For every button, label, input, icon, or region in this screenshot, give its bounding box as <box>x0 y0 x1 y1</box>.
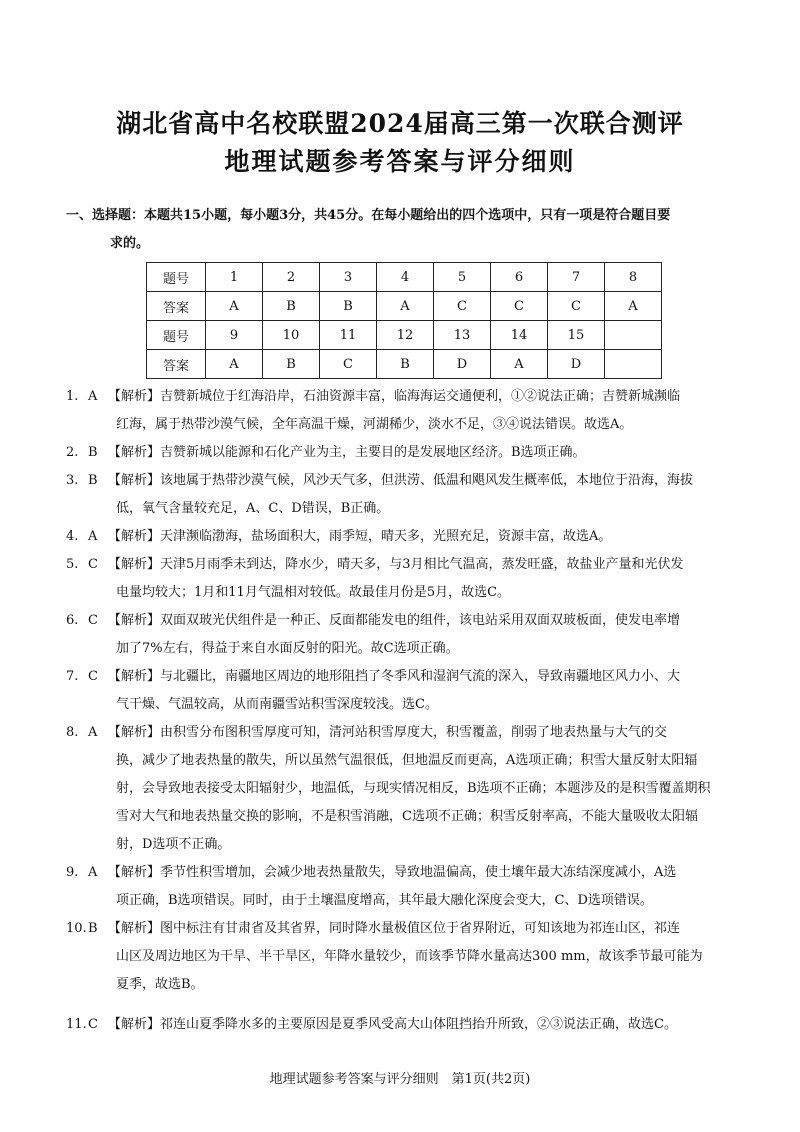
answer-table-cell: B <box>320 292 377 321</box>
answer-table-cell: B <box>377 350 434 379</box>
question-answer-letter: A <box>88 389 98 404</box>
document-title: 湖北省高中名校联盟2024届高三第一次联合测评 <box>116 109 684 138</box>
answer-table-cell <box>605 321 662 350</box>
answer-table-cell: 8 <box>605 263 662 292</box>
explanation-text: 【解析】天津濒临渤海，盐场面积大，雨季短，晴天多，光照充足，资源丰富，故选A。 <box>108 529 612 544</box>
answer-table-cell: 13 <box>434 321 491 350</box>
question-explanation <box>66 719 742 859</box>
question-answer-letter: B <box>88 445 98 460</box>
explanation-line: 低，氧气含量较充足，A、C、D错误，B正确。 <box>116 501 390 516</box>
answer-table-cell: 15 <box>548 321 605 350</box>
question-number: 8. <box>66 725 79 740</box>
explanation-line: 项正确，B选项错误。同时，由于土壤温度增高，其年最大融化深度会变大，C、D选项错误。 <box>116 893 653 908</box>
answer-table-cell: A <box>206 350 263 379</box>
section-intro <box>66 202 738 258</box>
answer-table-cell <box>605 350 662 379</box>
question-explanation <box>66 1011 742 1039</box>
answer-table-cell: 12 <box>377 321 434 350</box>
explanation-line: 夏季，故选B。 <box>116 977 204 992</box>
explanation-text: 【解析】双面双玻光伏组件是一种正、反面都能发电的组件，该电站采用双面双玻板面，使发电率增 <box>108 613 681 628</box>
question-answer-letter: C <box>88 1017 98 1032</box>
explanation-line: 山区及周边地区为干旱、半干旱区，年降水量较少，而该季节降水量高达300 mm，故该季节最可能为 <box>116 949 703 964</box>
explanation-line: 加了7%左右，得益于来自水面反射的阳光。故C选项正确。 <box>116 641 459 656</box>
question-number: 3. <box>66 473 79 488</box>
question-number: 11. <box>66 1017 87 1032</box>
answer-table-cell: B <box>263 350 320 379</box>
question-explanation <box>66 607 742 663</box>
answer-table-cell: 5 <box>434 263 491 292</box>
answer-table-cell: 3 <box>320 263 377 292</box>
answer-table-cell: D <box>434 350 491 379</box>
question-explanation <box>66 663 742 719</box>
explanation-line <box>66 607 742 635</box>
question-answer-letter: B <box>88 473 98 488</box>
answer-table-header-cell: 题号 <box>147 263 206 292</box>
explanation-line <box>66 859 742 887</box>
answer-table-cell: 10 <box>263 321 320 350</box>
answer-table-cell: C <box>434 292 491 321</box>
explanation-text: 【解析】该地属于热带沙漠气候，风沙天气多，但洪涝、低温和飓风发生概率低，本地位于沿海，海拔 <box>108 473 694 488</box>
question-answer-letter: A <box>88 529 98 544</box>
answer-table-cell: C <box>548 292 605 321</box>
question-number: 1. <box>66 389 79 404</box>
intro-line: 求的。 <box>110 236 150 251</box>
explanation-text: 【解析】图中标注有甘肃省及其省界，同时降水量极值区位于省界附近，可知该地为祁连山区，祁连 <box>108 921 681 936</box>
explanation-line <box>66 523 742 551</box>
question-explanation <box>66 467 742 523</box>
explanation-text: 【解析】由积雪分布图积雪厚度可知，清河站积雪厚度大，积雪覆盖，削弱了地表热量与大气的交 <box>108 725 668 740</box>
answer-table-cell: 11 <box>320 321 377 350</box>
question-number: 5. <box>66 557 79 572</box>
question-answer-letter: C <box>88 613 98 628</box>
explanation-line <box>66 551 742 579</box>
question-number: 9. <box>66 865 79 880</box>
page-footer: 地理试题参考答案与评分细则 第1页(共2页) <box>269 1072 531 1087</box>
explanation-line <box>66 383 742 411</box>
question-number: 10. <box>66 921 87 936</box>
explanation-line <box>66 663 742 691</box>
explanation-text: 【解析】天津5月雨季未到达，降水少，晴天多，与3月相比气温高，蒸发旺盛，故盐业产量和光伏发 <box>108 557 684 572</box>
explanation-line: 射，D选项不正确。 <box>116 837 231 852</box>
answer-table-cell: 6 <box>491 263 548 292</box>
explanation-line: 红海，属于热带沙漠气候，全年高温干燥，河湖稀少，淡水不足，③④说法错误。故选A。 <box>116 417 633 432</box>
question-answer-letter: A <box>88 865 98 880</box>
question-number: 2. <box>66 445 79 460</box>
explanation-line <box>66 467 742 495</box>
explanation-line: 雪对大气和地表热量交换的影响，不是积雪消融，C选项不正确；积雪反射率高，不能大量吸收太阳辐 <box>116 809 698 824</box>
question-explanation <box>66 523 742 551</box>
question-explanation <box>66 551 742 607</box>
question-number: 7. <box>66 669 79 684</box>
answer-table-row <box>147 292 662 321</box>
question-answer-letter: C <box>88 669 98 684</box>
answer-table-cell: 14 <box>491 321 548 350</box>
answer-table <box>146 262 662 379</box>
question-explanation <box>66 383 742 439</box>
question-explanation <box>66 859 742 915</box>
question-number: 6. <box>66 613 79 628</box>
explanation-line <box>66 719 742 747</box>
answer-table-cell: 4 <box>377 263 434 292</box>
answer-table-cell: A <box>377 292 434 321</box>
answer-table-cell: A <box>491 350 548 379</box>
answer-table-cell: A <box>605 292 662 321</box>
document-subtitle: 地理试题参考答案与评分细则 <box>224 147 576 176</box>
explanation-text: 【解析】祁连山夏季降水多的主要原因是夏季风受高大山体阻挡抬升所致，②③说法正确，故选C。 <box>108 1017 677 1032</box>
answer-table-cell: B <box>263 292 320 321</box>
explanation-text: 【解析】吉赞新城位于红海沿岸，石油资源丰富，临海海运交通便利，①②说法正确；吉赞新城濒临 <box>108 389 681 404</box>
answer-table-cell: 1 <box>206 263 263 292</box>
explanation-line: 电量均较大；1月和11月气温相对较低。故最佳月份是5月，故选C。 <box>116 585 511 600</box>
explanation-line <box>66 439 742 467</box>
question-answer-letter: A <box>88 725 98 740</box>
answer-table-row <box>147 350 662 379</box>
answer-table-row <box>147 263 662 292</box>
answer-table-cell: D <box>548 350 605 379</box>
explanation-line: 换，减少了地表热量的散失，所以虽然气温很低，但地温反而更高，A选项正确；积雪大量反射太阳辐 <box>116 753 698 768</box>
question-explanation <box>66 439 742 467</box>
explanation-line: 射，会导致地表接受太阳辐射少，地温低，与现实情况相反，B选项不正确；本题涉及的是积雪覆盖期积 <box>116 781 711 796</box>
intro-line: 一、选择题：本题共15小题，每小题3分，共45分。在每小题给出的四个选项中，只有一项是符合题目要 <box>66 208 671 223</box>
answer-table-header-cell: 答案 <box>147 350 206 379</box>
answer-table-cell: A <box>206 292 263 321</box>
answer-table-cell: 7 <box>548 263 605 292</box>
explanation-text: 【解析】季节性积雪增加，会减少地表热量散失，导致地温偏高，使土壤年最大冻结深度减小，A选 <box>108 865 677 880</box>
question-explanation <box>66 915 742 999</box>
answer-table-cell: C <box>491 292 548 321</box>
question-number: 4. <box>66 529 79 544</box>
answer-table-cell: 9 <box>206 321 263 350</box>
explanation-line <box>66 915 742 943</box>
answer-table-header-cell: 答案 <box>147 292 206 321</box>
explanation-text: 【解析】与北疆比，南疆地区周边的地形阻挡了冬季风和湿润气流的深入，导致南疆地区风力小、大 <box>108 669 681 684</box>
explanation-line: 气干燥、气温较高，从而南疆雪站积雪深度较浅。选C。 <box>116 697 438 712</box>
answer-table-row <box>147 321 662 350</box>
explanation-line <box>66 1011 742 1039</box>
question-answer-letter: B <box>88 921 98 936</box>
answer-table-cell: C <box>320 350 377 379</box>
question-answer-letter: C <box>88 557 98 572</box>
answer-table-cell: 2 <box>263 263 320 292</box>
explanation-text: 【解析】吉赞新城以能源和石化产业为主，主要目的是发展地区经济。B选项正确。 <box>108 445 586 460</box>
answer-table-header-cell: 题号 <box>147 321 206 350</box>
